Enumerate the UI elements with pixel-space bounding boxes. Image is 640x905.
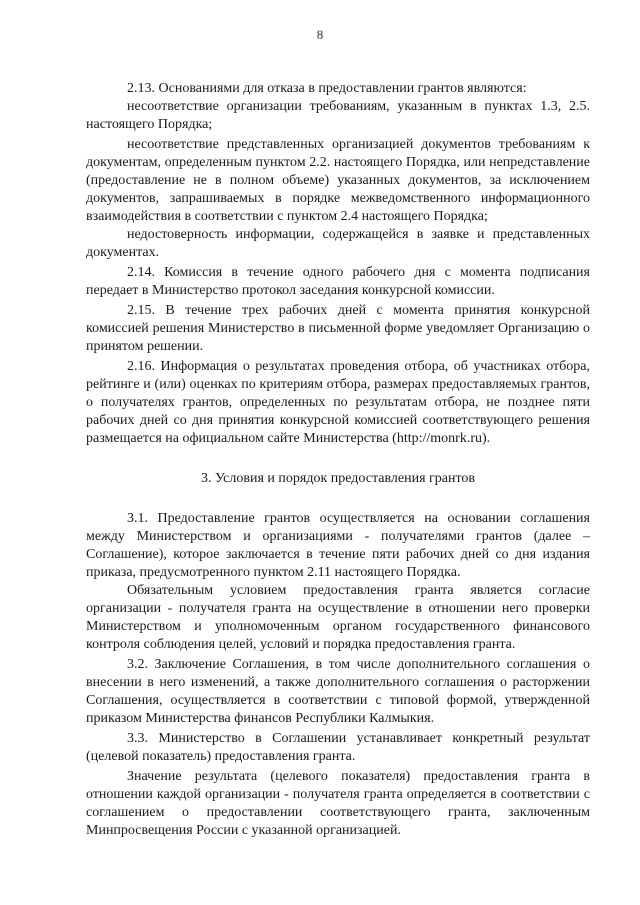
- paragraph-3-1-condition: Обязательным условием предоставления гранта является согласие организации - получателя гранта на осуществление в отношении него проверки Министерством и уполномоченным органом государственного финансового контроля соблюдения целей, условий и порядка предоставления гранта.: [86, 583, 590, 652]
- paragraph-3-2: 3.2. Заключение Соглашения, в том числе дополнительного соглашения о внесении в него изменений, а также дополнительного соглашения о расторжении Соглашения, осуществляется в соответствии с типовой формой, утвержденной приказом Министерства финансов Республики Калмыкия.: [86, 657, 590, 726]
- paragraph-2-13-item-a: несоответствие организации требованиям, указанным в пунктах 1.3, 2.5. настоящего Порядка;: [86, 99, 590, 132]
- paragraph-3-3: 3.3. Министерство в Соглашении устанавливает конкретный результат (целевой показатель) предоставления гранта.: [86, 731, 590, 764]
- paragraph-3-1: 3.1. Предоставление грантов осуществляется на основании соглашения между Министерством и организациями - получателями грантов (далее – Соглашение), которое заключается в течение пяти рабочих дней со дня издания приказа, предусмотренного пунктом 2.11 настоящего Порядка.: [86, 511, 590, 580]
- paragraph-3-3-value: Значение результата (целевого показателя) предоставления гранта в отношении каждой организации - получателя гранта определяется в соответствии с соглашением о предоставлении соответствующего гранта, заключенным Минпросвещения России с указанной организацией.: [86, 769, 590, 838]
- paragraph-2-13-item-b: несоответствие представленных организацией документов требованиям к документам, определенным пунктом 2.2. настоящего Порядка, или непредставление (предоставление не в полном объеме) указанных документов, за исключением документов, запрашиваемых в порядке межведомственного информационного взаимодействия в соответствии с пунктом 2.4 настоящего Порядка;: [86, 137, 590, 224]
- document-body: [86, 80, 590, 840]
- paragraph-2-13-intro: 2.13. Основаниями для отказа в предоставлении грантов являются:: [127, 81, 527, 96]
- paragraph-2-15: 2.15. В течение трех рабочих дней с момента принятия конкурсной комиссией решения Министерство в письменной форме уведомляет Организацию о принятом решении.: [86, 303, 590, 354]
- section-3-heading: 3. Условия и порядок предоставления грантов: [200, 471, 476, 486]
- page-number: 8: [316, 27, 324, 42]
- paragraph-2-16: 2.16. Информация о результатах проведения отбора, об участниках отбора, рейтинге и (или) оценках по критериям отбора, размерах предоставляемых грантов, о получателях грантов, определенных по результатам отбора, не позднее пяти рабочих дней со дня принятия конкурсной комиссией соответствующего решения размещается на официальном сайте Министерства (http://monrk.ru).: [86, 359, 590, 446]
- paragraph-2-13-item-c: недостоверность информации, содержащейся в заявке и представленных документах.: [86, 227, 590, 260]
- paragraph-2-14: 2.14. Комиссия в течение одного рабочего дня с момента подписания передает в Министерство протокол заседания конкурсной комиссии.: [86, 265, 590, 298]
